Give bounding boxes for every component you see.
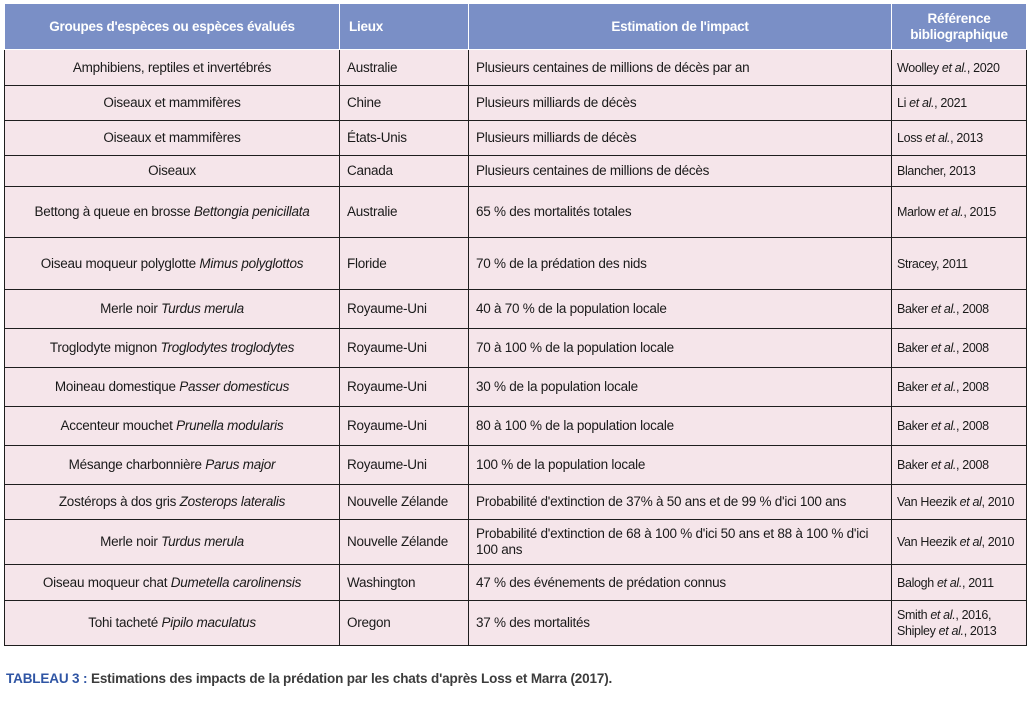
cell-impact: 80 à 100 % de la population locale (469, 407, 892, 446)
reference-author: Loss (897, 131, 923, 145)
cell-reference (892, 86, 1027, 121)
reference-author: Baker (897, 380, 928, 394)
cell-reference (892, 565, 1027, 601)
reference-year: , 2016, (955, 608, 992, 622)
species-common-name: Oiseaux (148, 163, 196, 178)
reference-year: , 2013 (950, 131, 983, 145)
reference-entry (897, 301, 1020, 317)
table-row (5, 485, 1027, 520)
reference-author: Smith (897, 608, 928, 622)
cell-reference (892, 121, 1027, 156)
reference-author: Shipley (897, 624, 936, 638)
table-row (5, 565, 1027, 601)
cell-impact: 40 à 70 % de la population locale (469, 290, 892, 329)
reference-etal: et al. (927, 458, 957, 472)
species-latin-name: Turdus merula (161, 301, 244, 316)
reference-entry (897, 494, 1020, 510)
reference-year: , 2021 (934, 96, 967, 110)
table-row (5, 407, 1027, 446)
reference-author: Van Heezik (897, 495, 957, 509)
table-row (5, 329, 1027, 368)
reference-author: Baker (897, 419, 928, 433)
cell-place: Nouvelle Zélande (340, 520, 469, 565)
cell-impact: 70 à 100 % de la population locale (469, 329, 892, 368)
reference-year: , 2013 (963, 624, 997, 638)
reference-etal: et al. (935, 205, 964, 219)
cell-reference (892, 407, 1027, 446)
reference-author: Li (897, 96, 907, 110)
reference-year: , 2011 (961, 575, 994, 590)
reference-entry (897, 623, 1020, 639)
header-places: Lieux (340, 4, 469, 50)
cell-reference (892, 485, 1027, 520)
table-body (5, 50, 1027, 646)
reference-etal: et al. (927, 380, 957, 394)
reference-year: , 2010 (981, 535, 1015, 549)
reference-year: , 2010 (981, 495, 1015, 509)
table-row (5, 50, 1027, 86)
cell-place: Royaume-Uni (340, 368, 469, 407)
table-row (5, 86, 1027, 121)
cell-species (5, 86, 340, 121)
cell-impact: Plusieurs milliards de décès (469, 121, 892, 156)
species-latin-name: Passer domesticus (179, 379, 290, 394)
species-latin-name: Prunella modularis (176, 418, 284, 433)
reference-author: Baker (897, 458, 928, 472)
reference-year: , 2015 (963, 205, 996, 219)
cell-impact: 30 % de la population locale (469, 368, 892, 407)
caption-text: Estimations des impacts de la prédation par les chats d'après Loss et Marra (2017). (87, 671, 613, 686)
reference-etal: et al. (927, 341, 957, 355)
cell-species (5, 368, 340, 407)
cell-impact: 47 % des événements de prédation connus (469, 565, 892, 601)
cell-species (5, 238, 340, 290)
species-latin-name: Turdus merula (161, 534, 244, 549)
species-latin-name: Dumetella carolinensis (170, 574, 302, 590)
cell-species (5, 520, 340, 565)
table-row (5, 121, 1027, 156)
cell-reference (892, 238, 1027, 290)
reference-author: Woolley (897, 60, 939, 75)
reference-entry (897, 340, 1020, 356)
cell-species (5, 290, 340, 329)
species-common-name: Oiseaux et mammifères (103, 130, 241, 145)
cell-impact: Probabilité d'extinction de 37% à 50 ans et de 99 % d'ici 100 ans (469, 485, 892, 520)
reference-year: , 2008 (956, 419, 989, 433)
cell-reference (892, 329, 1027, 368)
cell-species (5, 446, 340, 485)
cell-impact: Plusieurs centaines de millions de décès (469, 156, 892, 187)
reference-etal: et al. (927, 302, 957, 316)
reference-entry (897, 204, 1020, 220)
impact-table (4, 3, 1027, 646)
reference-entry (897, 575, 1020, 591)
cell-reference (892, 368, 1027, 407)
cell-species (5, 565, 340, 601)
cell-reference (892, 50, 1027, 86)
species-latin-name: Zosterops lateralis (179, 494, 286, 509)
species-common-name: Zostérops à dos gris (58, 494, 177, 509)
cell-species (5, 601, 340, 646)
reference-entry (897, 418, 1020, 434)
cell-impact: Plusieurs milliards de décès (469, 86, 892, 121)
species-common-name: Moineau domestique (54, 379, 176, 394)
species-common-name: Accenteur mouchet (60, 418, 173, 433)
reference-year: , 2020 (966, 60, 1000, 75)
reference-entry (897, 457, 1020, 473)
table-row (5, 368, 1027, 407)
cell-reference (892, 156, 1027, 187)
cell-place: Nouvelle Zélande (340, 485, 469, 520)
reference-entry (897, 163, 1020, 179)
reference-author: Balogh (897, 575, 934, 590)
table-row (5, 290, 1027, 329)
species-common-name: Troglodyte mignon (49, 340, 157, 355)
cell-place: Royaume-Uni (340, 407, 469, 446)
cell-place: Royaume-Uni (340, 329, 469, 368)
species-common-name: Amphibiens, reptiles et invertébrés (72, 59, 272, 75)
reference-author: Stracey, 2011 (897, 256, 968, 271)
reference-entry (897, 95, 1020, 111)
header-reference: Référence bibliographique (892, 4, 1027, 50)
species-common-name: Tohi tacheté (88, 615, 158, 630)
reference-etal: et al. (906, 96, 935, 110)
cell-species (5, 407, 340, 446)
species-latin-name: Parus major (205, 457, 276, 472)
reference-entry (897, 256, 1020, 272)
cell-reference (892, 601, 1027, 646)
species-latin-name: Mimus polyglottos (199, 255, 304, 271)
cell-species (5, 329, 340, 368)
cell-place: Royaume-Uni (340, 446, 469, 485)
cell-place: Australie (340, 50, 469, 86)
cell-species (5, 485, 340, 520)
table-row (5, 156, 1027, 187)
cell-species (5, 121, 340, 156)
header-species: Groupes d'espèces ou espèces évalués (5, 4, 340, 50)
species-common-name: Oiseau moqueur chat (42, 574, 168, 590)
header-impact: Estimation de l'impact (469, 4, 892, 50)
cell-impact: Plusieurs centaines de millions de décès par an (469, 50, 892, 86)
reference-etal: et al. (938, 60, 967, 75)
reference-etal: et al (956, 495, 982, 509)
cell-reference (892, 187, 1027, 238)
cell-reference (892, 290, 1027, 329)
reference-year: , 2008 (956, 302, 989, 316)
cell-species (5, 187, 340, 238)
reference-entry (897, 60, 1020, 76)
table-row (5, 601, 1027, 646)
cell-reference (892, 520, 1027, 565)
species-latin-name: Pipilo maculatus (161, 615, 256, 630)
table-row (5, 446, 1027, 485)
cell-place: Royaume-Uni (340, 290, 469, 329)
reference-author: Baker (897, 341, 928, 355)
cell-impact: 100 % de la population locale (469, 446, 892, 485)
cell-species (5, 156, 340, 187)
cell-place: Oregon (340, 601, 469, 646)
species-common-name: Mésange charbonnière (68, 457, 202, 472)
reference-entry (897, 607, 1020, 623)
species-latin-name: Bettongia penicillata (193, 204, 310, 219)
table-row (5, 187, 1027, 238)
reference-author: Baker (897, 302, 928, 316)
reference-entry (897, 130, 1020, 146)
cell-reference (892, 446, 1027, 485)
reference-etal: et al (956, 535, 982, 549)
cell-place: Australie (340, 187, 469, 238)
reference-etal: et al. (935, 624, 964, 638)
reference-year: , 2008 (956, 380, 989, 394)
reference-etal: et al. (927, 419, 957, 433)
cell-impact: 65 % des mortalités totales (469, 187, 892, 238)
cell-impact: 70 % de la prédation des nids (469, 238, 892, 290)
species-latin-name: Troglodytes troglodytes (160, 340, 295, 355)
reference-author: Van Heezik (897, 535, 957, 549)
cell-species (5, 50, 340, 86)
cell-place: Chine (340, 86, 469, 121)
reference-etal: et al. (922, 131, 951, 145)
reference-entry (897, 379, 1020, 395)
table-row (5, 520, 1027, 565)
species-common-name: Bettong à queue en brosse (34, 204, 191, 219)
table-header-row (5, 4, 1027, 50)
reference-year: , 2008 (956, 458, 989, 472)
species-common-name: Merle noir (100, 301, 158, 316)
species-common-name: Oiseau moqueur polyglotte (40, 255, 196, 271)
cell-impact: 37 % des mortalités (469, 601, 892, 646)
reference-author: Marlow (897, 205, 936, 219)
reference-etal: et al. (933, 575, 962, 590)
table-caption (6, 671, 612, 686)
reference-entry (897, 534, 1020, 550)
reference-author: Blancher, 2013 (897, 164, 976, 178)
cell-place: Canada (340, 156, 469, 187)
reference-year: , 2008 (956, 341, 989, 355)
cell-place: Washington (340, 565, 469, 601)
cell-impact: Probabilité d'extinction de 68 à 100 % d'ici 50 ans et 88 à 100 % d'ici 100 ans (469, 520, 892, 565)
reference-etal: et al. (927, 608, 956, 622)
cell-place: États-Unis (340, 121, 469, 156)
caption-label: TABLEAU 3 : (6, 671, 88, 686)
cell-place: Floride (340, 238, 469, 290)
species-common-name: Merle noir (100, 534, 158, 549)
species-common-name: Oiseaux et mammifères (103, 95, 241, 110)
table-row (5, 238, 1027, 290)
